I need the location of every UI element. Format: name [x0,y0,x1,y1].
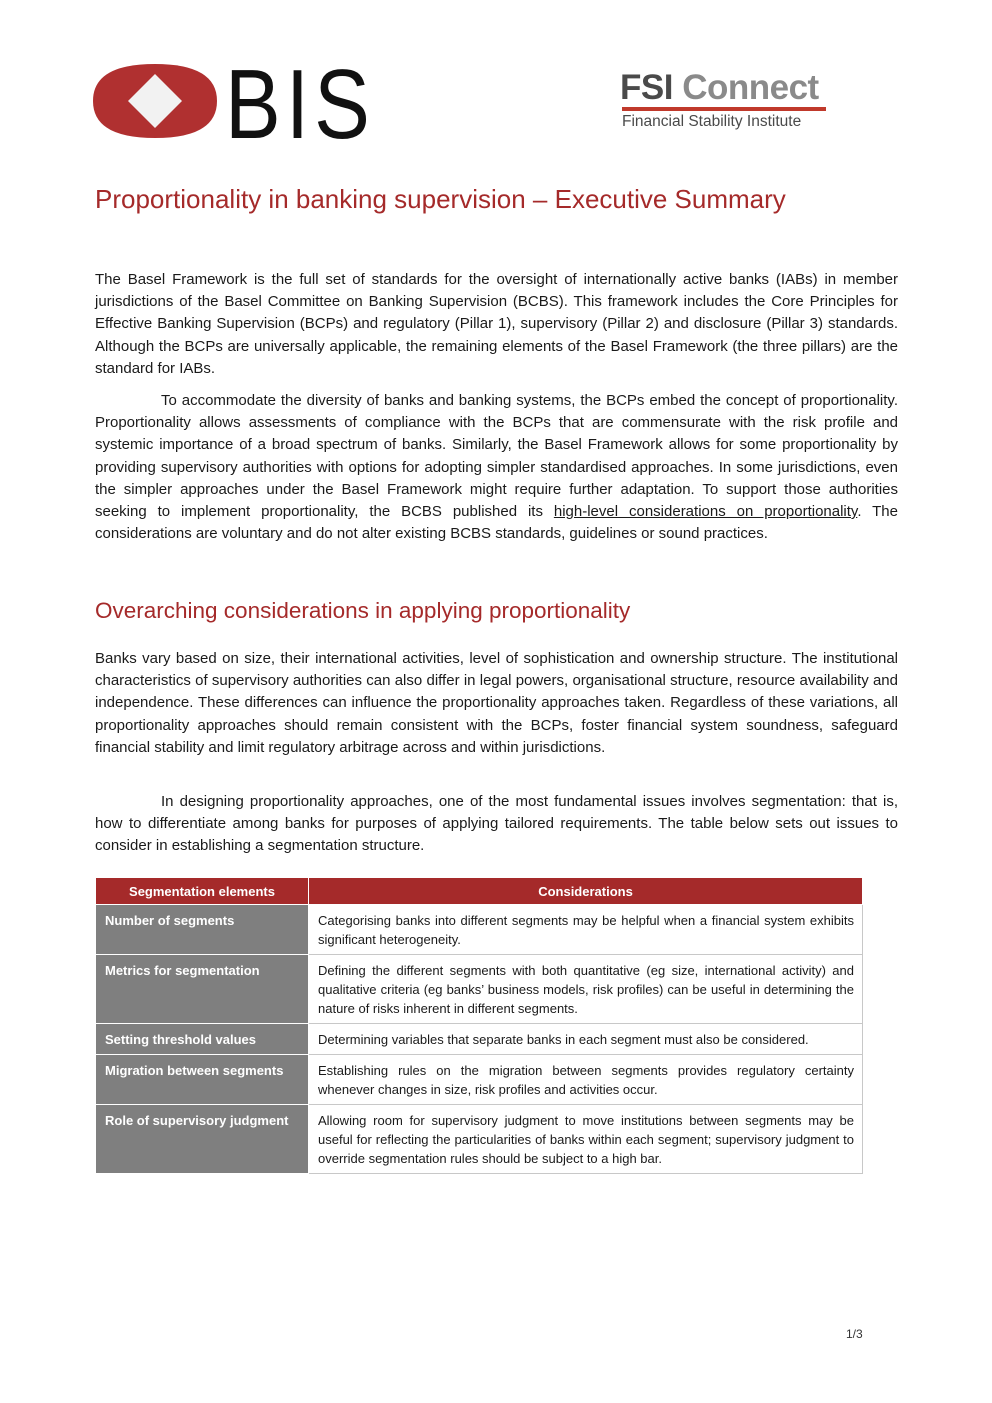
fsi-connect-logo [620,68,830,134]
table-row [96,905,863,955]
table-row [96,1024,863,1055]
table-row [96,955,863,1024]
section-paragraph-2: In designing proportionality approaches, one of the most fundamental issues involves segmentation: that is, how to differentiate among banks for purposes of applying tailored requirements. The table below sets out issues to consider in establishing a segmentation structure. [95,793,898,855]
intro-p2-text-before-link: To accommodate the diversity of banks and banking systems, the BCPs embed the concept of proportionality. Proportionality allows assessments of compliance with the BCPs that are commensurate with the risk profile and systemic importance of a broad spectrum of banks. Similarly, the Basel Framework allows for some proportionality by providing supervisory authorities with options for adopting simpler standardised approaches. In some jurisdictions, even the simpler approaches under the Basel Framework might require further adaptation. To support those authorities seeking to implement proportionality, the BCBS published its [95,392,898,521]
section-paragraph-1: Banks vary based on size, their international activities, level of sophistication and ownership structure. The institutional characteristics of supervisory authorities can also differ in legal powers, organisational structure, resource availability and independence. These differences can influence the proportionality approaches taken. Regardless of these variations, all proportionality approaches should remain consistent with the BCPs, foster financial system soundness, safeguard financial stability and limit regulatory arbitrage across and within jurisdictions. [95,650,898,756]
bis-logo [93,49,383,159]
segmentation-element-cell: Setting threshold values [96,1024,309,1055]
page-title: Proportionality in banking supervision – Executive Summary [95,184,786,214]
proportionality-considerations-link[interactable]: high-level considerations on proportionality [553,503,858,521]
segmentation-element-cell: Role of supervisory judgment [96,1105,309,1174]
intro-p2-text-after-link: . The considerations are voluntary and do not alter existing BCBS standards, guidelines or sound practices. [95,503,898,543]
intro-paragraph-1: The Basel Framework is the full set of standards for the oversight of internationally active banks (IABs) in member jurisdictions of the Basel Committee on Banking Supervision (BCBS). This framework includes the Core Principles for Effective Banking Supervision (BCPs) and regulatory (Pillar 1), supervisory (Pillar 2) and disclosure (Pillar 3) standards. Although the BCPs are universally applicable, the remaining elements of the Basel Framework (the three pillars) are the standard for IABs. [95,271,898,377]
table-header-considerations: Considerations [309,878,863,905]
consideration-cell: Allowing room for supervisory judgment to move institutions between segments may be useful for reflecting the particularities of banks within each segment; supervisory judgment to override segmentation rules should be subject to a high bar. [309,1105,863,1174]
consideration-cell: Defining the different segments with both quantitative (eg size, international activity) and qualitative criteria (eg banks’ business models, risk profiles) can be useful in determining the nature of risks inherent in different segments. [309,955,863,1024]
page-number: 1/3 [846,1327,863,1341]
intro-paragraph-2 [95,390,898,545]
section-heading: Overarching considerations in applying proportionality [95,598,631,623]
table-header-row [96,878,863,905]
consideration-cell: Categorising banks into different segments may be helpful when a financial system exhibits significant heterogeneity. [309,905,863,955]
segmentation-element-cell: Number of segments [96,905,309,955]
segmentation-element-cell: Metrics for segmentation [96,955,309,1024]
fsi-title-part1: FSI [620,68,673,107]
table-header-elements: Segmentation elements [96,878,309,905]
consideration-cell: Determining variables that separate banks in each segment must also be considered. [309,1024,863,1055]
segmentation-element-cell: Migration between segments [96,1055,309,1105]
fsi-subtitle: Financial Stability Institute [622,113,802,130]
table-row [96,1105,863,1174]
fsi-connect-title [620,68,819,108]
segmentation-table [95,877,863,1174]
consideration-cell: Establishing rules on the migration between segments provides regulatory certainty whenever changes in size, risk profiles and activities occur. [309,1055,863,1105]
bis-logo-text: BIS [225,49,375,159]
table-row [96,1055,863,1105]
fsi-logo-rule [622,107,826,111]
fsi-title-part2: Connect [682,68,819,107]
